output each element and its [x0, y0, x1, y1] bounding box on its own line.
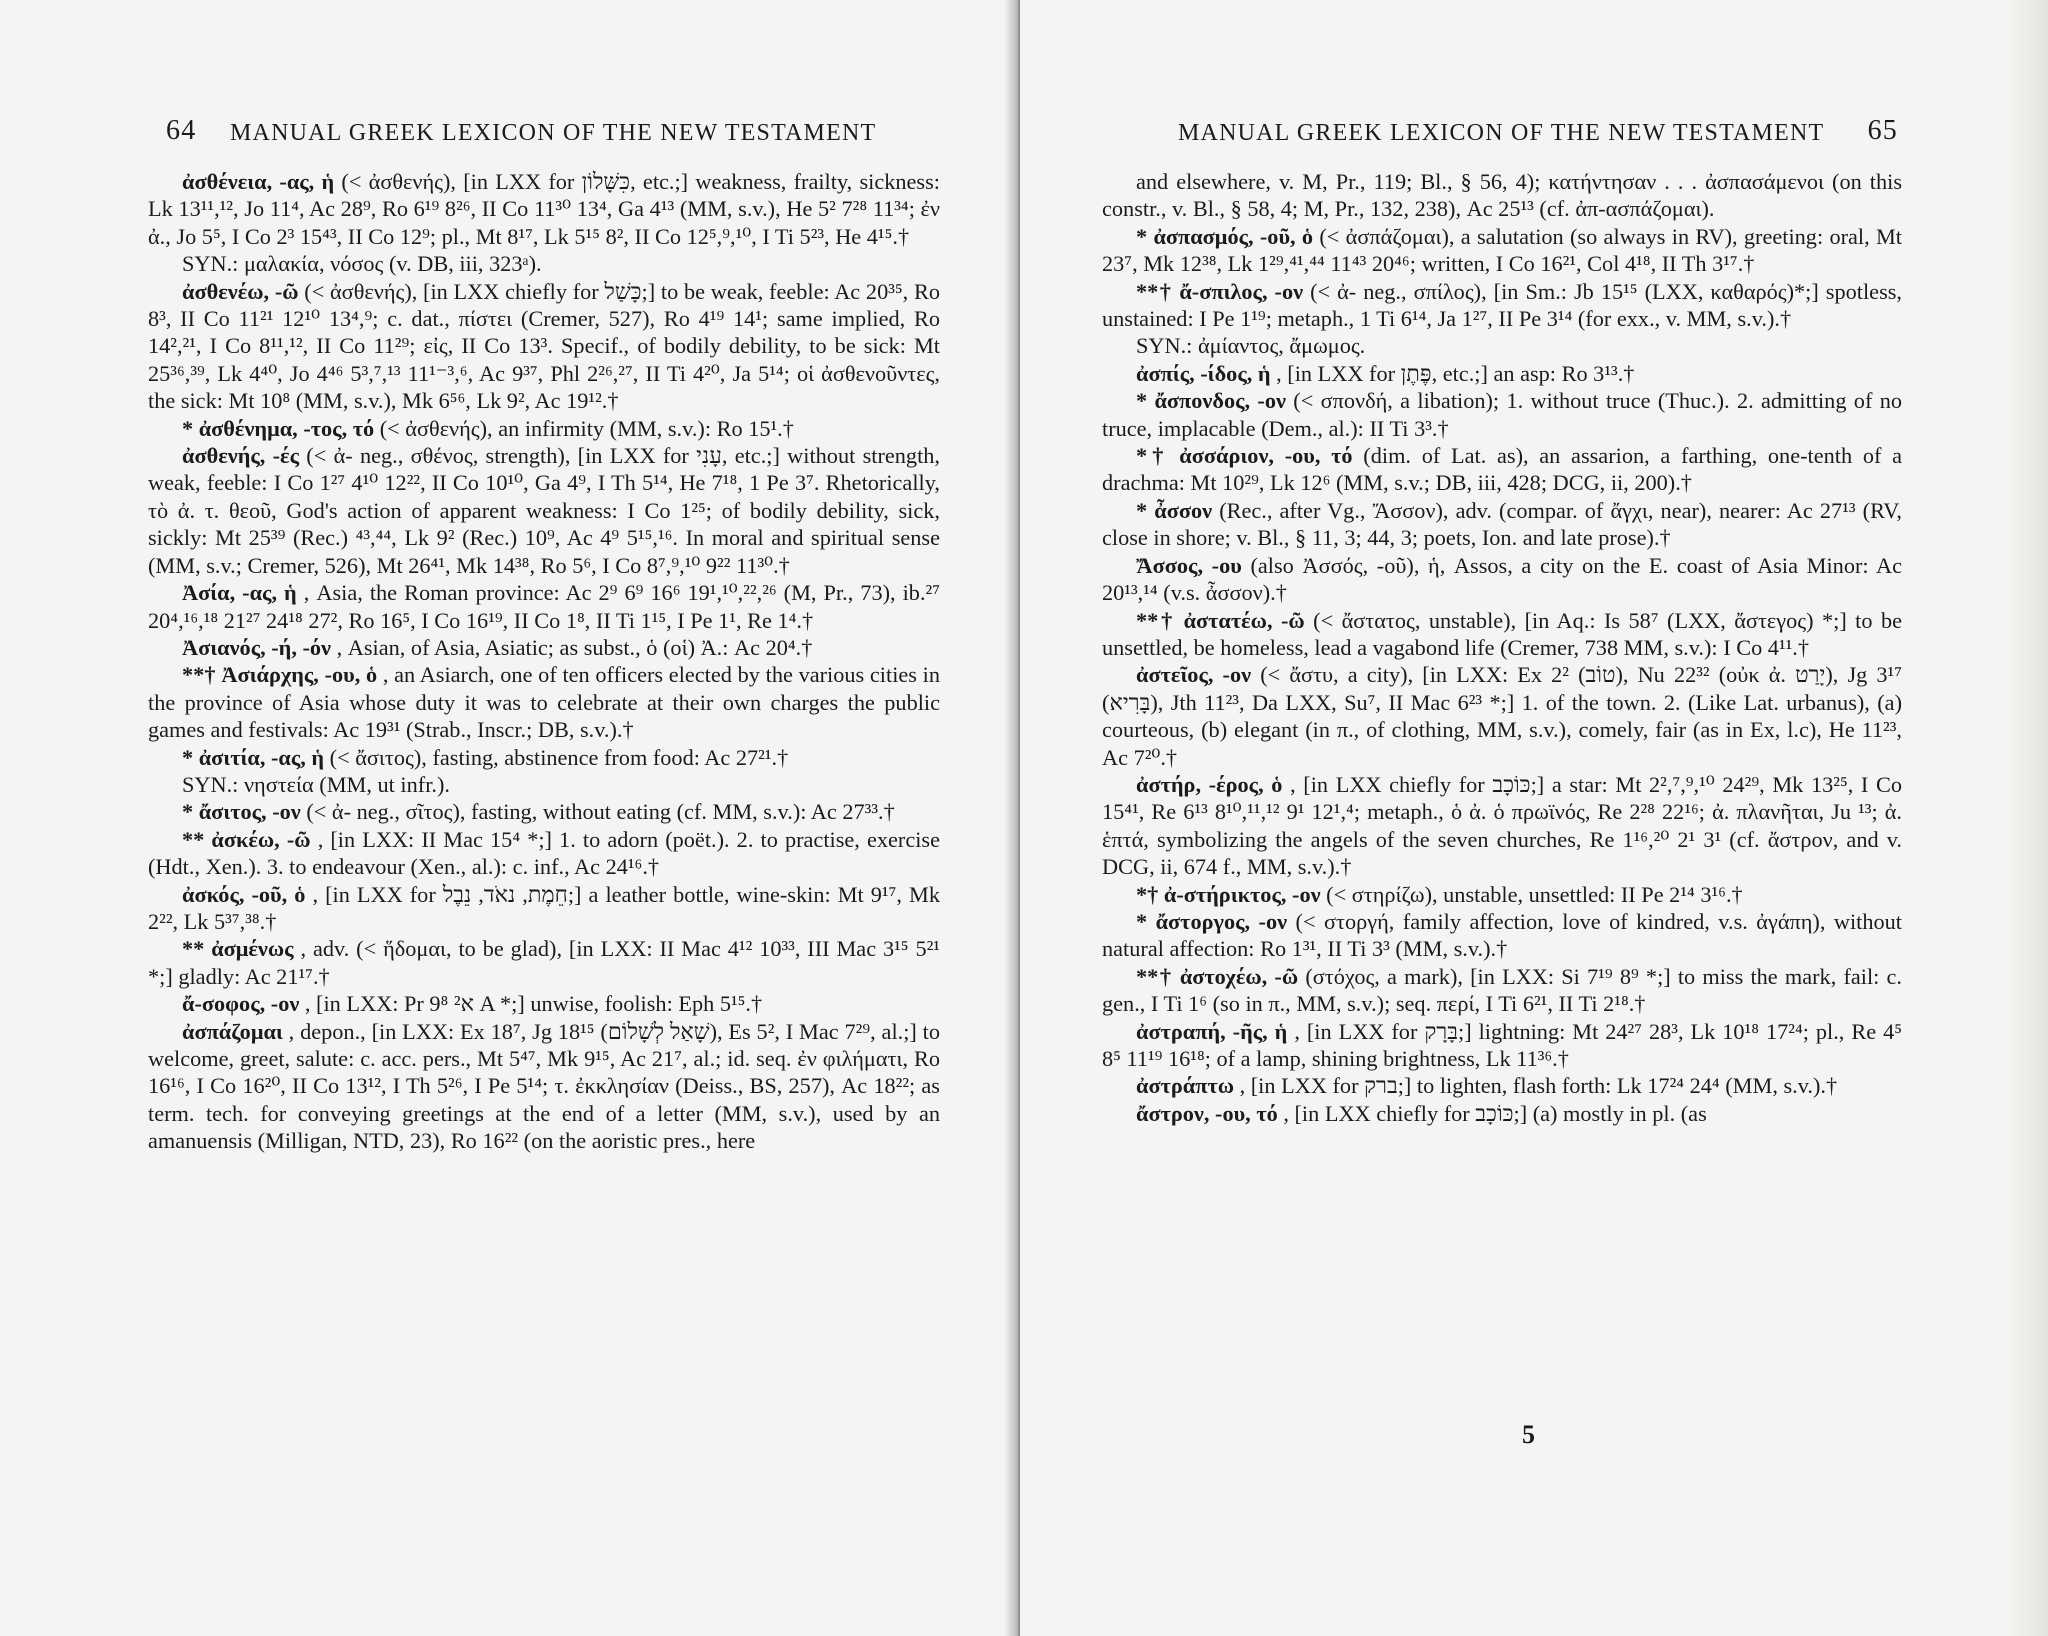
entry-headword: * ἆσσον	[1136, 497, 1213, 523]
left-running-header	[166, 115, 877, 154]
lexicon-entry	[1102, 661, 1902, 771]
right-running-header	[1178, 115, 1898, 154]
entry-headword: **† ἀστατέω, -ῶ	[1136, 607, 1305, 633]
lexicon-entry	[148, 744, 940, 771]
lexicon-entry	[1102, 963, 1902, 1018]
entry-headword: ** ἀσκέω, -ῶ	[182, 826, 311, 852]
entry-definition: SYN.: μαλακία, νόσος (v. DB, iii, 323ᵃ).	[182, 251, 542, 277]
lexicon-entry	[1102, 223, 1902, 278]
lexicon-entry	[1102, 442, 1902, 497]
entry-definition: (< ἄσιτος), fasting, abstinence from food: Ac 27²¹.†	[329, 744, 789, 770]
lexicon-entry	[1102, 278, 1902, 333]
lexicon-entry	[148, 168, 940, 250]
entry-definition: , depon., [in LXX: Ex 18⁷, Jg 18¹⁵ (שָׁאַל לְשָׁלוֹם), Es 5², I Mac 7²⁹, al.;] to welcome, greet, salute: c. acc. pers., Mt 5⁴⁷, Mk 9¹⁵, Ac 21⁷, al.; id. seq. ἐν φιλήματι, Ro 16¹⁶, I Co 16²⁰, II Co 13¹², I Th 5²⁶, I Pe 5¹⁴; τ. ἐκκλησίαν (Deiss., BS, 257), Ac 18²²; as term. tech. for conveying greetings at the end of a letter (MM, s.v.), used by an amanuensis (Milligan, NTD, 23), Ro 16²² (on the aoristic pres., here	[148, 1018, 941, 1154]
lexicon-entry	[148, 579, 940, 634]
entry-definition: (< στηρίζω), unstable, unsettled: II Pe 2¹⁴ 3¹⁶.†	[1326, 881, 1743, 907]
entry-definition: , [in LXX for חֵמֶת, נאֹד, נֵבֶל;] a leather bottle, wine-skin: Mt 9¹⁷, Mk 2²², Lk 5³⁷,³⁸.†	[148, 881, 940, 934]
entry-headword: ἀστήρ, -έρος, ὁ	[1136, 771, 1283, 797]
left-running-title: MANUAL GREEK LEXICON OF THE NEW TESTAMENT	[230, 120, 877, 146]
entry-definition: , adv. (< ἥδομαι, to be glad), [in LXX: II Mac 4¹² 10³³, III Mac 3¹⁵ 5²¹ *;] gladly: Ac 21¹⁷.†	[148, 936, 940, 989]
lexicon-entry	[148, 881, 940, 936]
lexicon-entry	[148, 250, 940, 277]
entry-headword: ἀσπάζομαι	[182, 1018, 283, 1044]
page-edge-shadow	[2008, 0, 2048, 1636]
entry-headword: ἀσθενέω, -ῶ	[182, 278, 299, 304]
entry-headword: * ἀσιτία, -ας, ἡ	[182, 744, 325, 770]
entry-definition: (dim. of Lat. as), an assarion, a farthing, one-tenth of a drachma: Mt 10²⁹, Lk 12⁶ (MM, s.v.; DB, iii, 428; DCG, ii, 200).†	[1102, 443, 1903, 496]
entry-definition: , [in LXX chiefly for כּוֹכָב;] (a) mostly in pl. (as	[1283, 1100, 1707, 1126]
entry-definition: and elsewhere, v. M, Pr., 119; Bl., § 56, 4); κατήντησαν . . . ἀσπασάμενοι (on this constr., v. Bl., § 58, 4; M, Pr., 132, 238), Ac 25¹³ (cf. ἀπ-ασπάζομαι).	[1102, 169, 1902, 222]
entry-headword: ** ἀσμένως	[182, 936, 294, 962]
entry-headword: * ἄσιτος, -ον	[182, 799, 301, 825]
entry-definition: (< ἀσθενής), [in LXX for כִּשָּׁלוֹן, etc.;] weakness, frailty, sickness: Lk 13¹¹,¹², Jo 11⁴, Ac 28⁹, Ro 6¹⁹ 8²⁶, II Co 11³⁰ 13⁴, Ga 4¹³ (MM, s.v.), He 5² 7²⁸ 11³⁴; ἐν ἀ., Jo 5⁵, I Co 2³ 15⁴³, II Co 12⁹; pl., Mt 8¹⁷, Lk 5¹⁵ 8², II Co 12⁵,⁹,¹⁰, I Ti 5²³, He 4¹⁵.†	[148, 169, 940, 249]
entry-definition: SYN.: νηστεία (MM, ut infr.).	[182, 771, 450, 797]
entry-headword: *† ἀσσάριον, -ου, τό	[1136, 443, 1353, 469]
entry-headword: Ἀσία, -ας, ἡ	[182, 580, 297, 606]
entry-definition: , [in LXX: II Mac 15⁴ *;] 1. to adorn (poët.). 2. to practise, exercise (Hdt., Xen.). 3. to endeavour (Xen., al.): c. inf., Ac 24¹⁶.†	[148, 826, 940, 880]
lexicon-entry	[148, 1018, 940, 1155]
lexicon-entry	[1102, 1100, 1902, 1127]
entry-definition: , [in LXX for ברק;] to lighten, flash forth: Lk 17²⁴ 24⁴ (MM, s.v.).†	[1239, 1073, 1838, 1099]
lexicon-entry	[1102, 332, 1902, 359]
lexicon-entry	[1102, 497, 1902, 552]
entry-definition: , [in LXX: Pr 9⁸ א² A *;] unwise, foolish: Eph 5¹⁵.†	[304, 991, 763, 1017]
entry-headword: ἀστράπτω	[1136, 1073, 1235, 1099]
entry-definition: (< ἀσθενής), an infirmity (MM, s.v.): Ro 15¹.†	[379, 415, 794, 441]
entry-headword: ἀστεῖος, -ον	[1136, 662, 1252, 688]
right-page	[1020, 0, 2048, 1636]
entry-headword: ἀσκός, -οῦ, ὁ	[182, 881, 306, 907]
lexicon-entry	[1102, 1072, 1902, 1099]
lexicon-entry	[148, 771, 940, 798]
lexicon-entry	[148, 798, 940, 825]
entry-definition: (< ἀ- neg., σθένος, strength), [in LXX for עָנִי, etc.;] without strength, weak, feeble: I Co 1²⁷ 4¹⁰ 12²², II Co 10¹⁰, Ga 4⁹, I Th 5¹⁴, He 7¹⁸, 1 Pe 3⁷. Rhetorically, τὸ ἀ. τ. θεοῦ, God's action of apparent weakness: I Co 1²⁵; of bodily debility, sick, sickly: Mt 25³⁹ (Rec.) ⁴³,⁴⁴, Lk 9² (Rec.) 10⁹, Ac 4⁹ 5¹⁵,¹⁶. In moral and spiritual sense (MM, s.v.; Cremer, 526), Mt 26⁴¹, Mk 14³⁸, Ro 5⁶, I Co 8⁷,⁹,¹⁰ 9²² 11³⁰.†	[148, 443, 940, 578]
entry-definition: , an Asiarch, one of ten officers elected by the various cities in the province of Asia whose duty it was to celebrate at their own charges the public games and festivals: Ac 19³¹ (Strab., Inscr.; DB, s.v.).†	[148, 662, 941, 743]
lexicon-entry	[1102, 881, 1902, 908]
lexicon-entry	[148, 661, 940, 743]
entry-headword: ἀσθένεια, -ας, ἡ	[182, 169, 335, 194]
right-page-body	[1102, 168, 1902, 1127]
right-page-number: 65	[1867, 115, 1898, 146]
signature-mark: 5	[1522, 1420, 1535, 1449]
left-page-body	[148, 168, 940, 1155]
entry-definition: (στόχος, a mark), [in LXX: Si 7¹⁹ 8⁹ *;] to miss the mark, fail: c. gen., I Ti 1⁶ (so in π., MM, s.v.); seq. περί, I Ti 6²¹, II Ti 2¹⁸.†	[1102, 963, 1902, 1017]
entry-definition: (< ἀ- neg., σῖτος), fasting, without eating (cf. MM, s.v.): Ac 27³³.†	[306, 799, 895, 825]
entry-definition: (< ἀσπάζομαι), a salutation (so always in RV), greeting: oral, Mt 23⁷, Mk 12³⁸, Lk 1²⁹,⁴¹,⁴⁴ 11⁴³ 20⁴⁶; written, I Co 16²¹, Col 4¹⁸, II Th 3¹⁷.†	[1102, 223, 1903, 277]
left-page-number: 64	[166, 115, 197, 146]
right-running-title: MANUAL GREEK LEXICON OF THE NEW TESTAMENT	[1178, 120, 1825, 146]
left-page	[0, 0, 1020, 1636]
entry-definition: , [in LXX chiefly for כּוֹכָב;] a star: Mt 2²,⁷,⁹,¹⁰ 24²⁹, Mk 13²⁵, I Co 15⁴¹, Re 6¹³ 8¹⁰,¹¹,¹² 9¹ 12¹,⁴; metaph., ὁ ἀ. ὁ πρωϊνός, Re 2²⁸ 22¹⁶; ἀ. πλανῆται, Ju ¹³; ἀ. ἑπτά, symbolizing the angels of the seven churches, Re 1¹⁶,²⁰ 2¹ 3¹ (cf. ἄστρον, and v. DCG, ii, 674 f., MM, s.v.).†	[1102, 771, 1902, 880]
entry-headword: ἀσθενής, -ές	[182, 443, 299, 469]
lexicon-entry	[148, 278, 940, 415]
lexicon-entry	[1102, 1018, 1902, 1073]
lexicon-entry	[148, 415, 940, 442]
entry-headword: ἀστραπή, -ῆς, ἡ	[1136, 1018, 1288, 1044]
entry-headword: **† ἀστοχέω, -ῶ	[1136, 963, 1299, 989]
entry-definition: (Rec., after Vg., Ἄσσον), adv. (compar. of ἄγχι, near), nearer: Ac 27¹³ (RV, close in shore; v. Bl., § 11, 3; 44, 3; poets, Ion. and late prose).†	[1102, 497, 1902, 551]
lexicon-entry	[1102, 771, 1902, 881]
entry-headword: Ἀσιανός, -ή, -όν	[182, 634, 332, 660]
entry-definition: SYN.: ἀμίαντος, ἄμωμος.	[1136, 333, 1366, 359]
entry-definition: , [in LXX for בָּרָק;] lightning: Mt 24²⁷ 28³, Lk 10¹⁸ 17²⁴; pl., Re 4⁵ 8⁵ 11¹⁹ 16¹⁸; of a lamp, shining brightness, Lk 11³⁶.†	[1102, 1018, 1902, 1071]
entry-definition: (< ἀσθενής), [in LXX chiefly for כָּשַׁל;] to be weak, feeble: Ac 20³⁵, Ro 8³, II Co 11²¹ 12¹⁰ 13⁴,⁹; c. dat., πίστει (Cremer, 527), Ro 4¹⁹ 14¹; same implied, Ro 14²,²¹, I Co 8¹¹,¹², II Co 11²⁹; εἰς, II Co 13³. Specif., of bodily debility, to be sick: Mt 25³⁶,³⁹, Lk 4⁴⁰, Jo 4⁴⁶ 5³,⁷,¹³ 11¹⁻³,⁶, Ac 9³⁷, Phl 2²⁶,²⁷, II Ti 4²⁰, Ja 5¹⁴; οἱ ἀσθενοῦντες, the sick: Mt 10⁸ (MM, s.v.), Mk 6⁵⁶, Lk 9², Ac 19¹².†	[148, 278, 940, 414]
lexicon-entry	[148, 990, 940, 1017]
lexicon-entry	[1102, 607, 1902, 662]
entry-headword: *† ἀ-στήρικτος, -ον	[1136, 881, 1321, 907]
entry-headword: * ἀσθένημα, -τος, τό	[182, 415, 375, 441]
lexicon-entry	[1102, 552, 1902, 607]
entry-headword: * ἄσπονδος, -ον	[1136, 388, 1286, 414]
entry-definition: , [in LXX for פֶּתֶן, etc.;] an asp: Ro 3¹³.†	[1276, 360, 1635, 386]
lexicon-entry	[148, 442, 940, 579]
entry-headword: ἀσπίς, -ίδος, ἡ	[1136, 360, 1271, 386]
entry-headword: * ἄστοργος, -ον	[1136, 908, 1288, 934]
entry-definition: (< σπονδή, a libation); 1. without truce (Thuc.). 2. admitting of no truce, implacable (Dem., al.): II Ti 3³.†	[1102, 388, 1902, 441]
entry-definition: (< ἄστατος, unstable), [in Aq.: Is 58⁷ (LXX, ἄστεγος) *;] to be unsettled, be homeless, lead a vagabond life (Cremer, 738 MM, s.v.): I Co 4¹¹.†	[1102, 607, 1902, 660]
entry-definition: (< ἄστυ, a city), [in LXX: Ex 2² (טוֹב), Nu 22³² (οὐκ ἀ. יָרַט), Jg 3¹⁷ (בָּרִיא), Jth 11²³, Da LXX, Su⁷, II Mac 6²³ *;] 1. of the town. 2. (Like Lat. urbanus), (a) courteous, (b) elegant (in π., of clothing, MM, s.v.), comely, fair (as in Ex, l.c), He 11²³, Ac 7²⁰.†	[1102, 662, 1903, 770]
lexicon-entry	[1102, 168, 1902, 223]
entry-headword: ἄστρον, -ου, τό	[1136, 1100, 1278, 1126]
entry-definition: , Asian, of Asia, Asiatic; as subst., ὁ (οἱ) Ἀ.: Ac 20⁴.†	[336, 634, 813, 660]
entry-headword: ἄ-σοφος, -ον	[182, 991, 300, 1017]
entry-headword: Ἄσσος, -ου	[1136, 552, 1242, 578]
lexicon-entry	[1102, 360, 1902, 387]
lexicon-entry	[1102, 908, 1902, 963]
entry-headword: **† Ἀσιάρχης, -ου, ὁ	[182, 662, 378, 688]
entry-headword: * ἀσπασμός, -οῦ, ὁ	[1136, 223, 1314, 249]
entry-definition: (also Ἀσσός, -οῦ), ἡ, Assos, a city on the E. coast of Asia Minor: Ac 20¹³,¹⁴ (v.s. ἆσσον).†	[1102, 552, 1902, 606]
entry-definition: (< στοργή, family affection, love of kindred, v.s. ἀγάπη), without natural affection: Ro 1³¹, II Ti 3³ (MM, s.v.).†	[1102, 908, 1903, 962]
entry-headword: **† ἄ-σπιλος, -ον	[1136, 278, 1304, 304]
lexicon-entry	[148, 935, 940, 990]
lexicon-entry	[148, 826, 940, 881]
entry-definition: (< ἀ- neg., σπίλος), [in Sm.: Jb 15¹⁵ (LXX, καθαρός)*;] spotless, unstained: I Pe 1¹⁹; metaph., 1 Ti 6¹⁴, Ja 1²⁷, II Pe 3¹⁴ (for exx., v. MM, s.v.).†	[1102, 278, 1902, 332]
lexicon-entry	[148, 634, 940, 661]
entry-definition: , Asia, the Roman province: Ac 2⁹ 6⁹ 16⁶ 19¹,¹⁰,²²,²⁶ (M, Pr., 73), ib.²⁷ 20⁴,¹⁶,¹⁸ 21²⁷ 24¹⁸ 27², Ro 16⁵, I Co 16¹⁹, II Co 1⁸, II Ti 1¹⁵, I Pe 1¹, Re 1⁴.†	[148, 580, 940, 633]
lexicon-entry	[1102, 387, 1902, 442]
